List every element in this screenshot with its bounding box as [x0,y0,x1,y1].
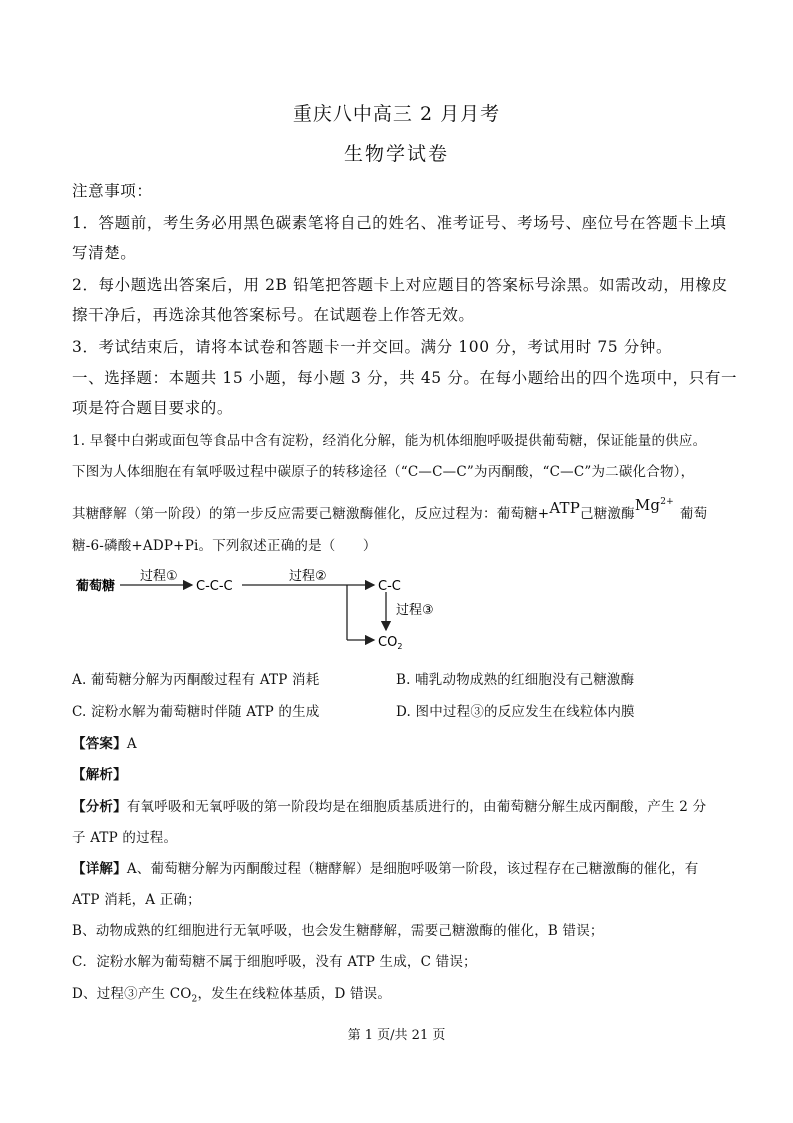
answer-line [72,732,137,752]
question-line1: 1. 早餐中白粥或面包等食品中含有淀粉，经消化分解，能为机体细胞呼吸提供葡萄糖，保证能量的供应。 [72,433,707,449]
xiangjie-label: 【详解】 [72,861,127,877]
reaction-mg [635,496,674,514]
section-heading-line2: 项是符合题目要求的。 [72,399,234,417]
question-line3-text: 其糖酵解（第一阶段）的第一步反应需要己糖激酶催化，反应过程为：葡萄糖+ [72,506,550,522]
diagram-step3-label: 过程③ [396,603,434,618]
reaction-atp: ATP [549,499,581,517]
reaction-enzyme: 己糖激酶 [580,506,635,522]
notice-heading: 注意事项： [72,182,153,200]
diagram-two-carbon: C-C [378,579,401,594]
co2-subscript: 2 [397,642,403,651]
answer-value: A [126,736,137,752]
notice-item-2-line1: 2．每小题选出答案后，用 2B 铅笔把答题卡上对应题目的答案标号涂黑。如需改动，用橡皮 [72,276,728,294]
question-line4: 糖-6-磷酸+ADP+Pi。下列叙述正确的是（ ） [72,538,377,554]
option-a: A. 葡萄糖分解为丙酮酸过程有 ATP 消耗 [72,672,320,688]
diagram-step1-label: 过程① [140,569,178,584]
page-subtitle: 生物学试卷 [343,143,449,165]
xiangjie-line1 [72,857,698,877]
fenxi-label: 【分析】 [72,799,127,815]
question-line2: 下图为人体细胞在有氧呼吸过程中碳原子的转移途径（“C—C—C”为丙酮酸，“C—C”为二碳化合物）， [72,464,695,480]
diagram-co2 [378,635,402,651]
notice-item-1-line1: 1．答题前，考生务必用黑色碳素笔将自己的姓名、准考证号、考场号、座位号在答题卡上填 [72,214,727,232]
xiangjie-text: A、葡萄糖分解为丙酮酸过程（糖酵解）是细胞呼吸第一阶段，该过程存在己糖激酶的催化，有 [126,861,699,877]
explain-d [72,982,391,1005]
notice-item-2-line2: 擦干净后，再选涂其他答案标号。在试题卷上作答无效。 [72,306,475,324]
question-line3 [72,496,708,522]
mg-symbol: Mg [634,496,661,514]
explain-d-text: D、过程③产生 CO [72,986,192,1002]
question-line3-end: 葡萄 [679,506,708,522]
option-d: D. 图中过程③的反应发生在线粒体内膜 [396,704,635,720]
notice-item-3-line1: 3．考试结束后，请将本试卷和答题卡一并交回。满分 100 分，考试用时 75 分钟。 [72,338,673,356]
carbon-transfer-diagram [72,562,452,654]
analysis-label: 【解析】 [72,767,127,783]
answer-label: 【答案】 [72,736,127,752]
xiangjie-line2: ATP 消耗，A 正确； [72,892,201,908]
explain-b: B、动物成熟的红细胞进行无氧呼吸，也会发生糖酵解，需要己糖激酶的催化，B 错误； [72,923,604,939]
diagram-glucose: 葡萄糖 [76,579,116,594]
explain-c: C．淀粉水解为葡萄糖不属于细胞呼吸，没有 ATP 生成，C 错误； [72,954,477,970]
explain-d-sub: 2 [191,994,198,1005]
explain-d-end: ，发生在线粒体基质，D 错误。 [197,986,392,1002]
section-heading-line1: 一、选择题：本题共 15 小题，每小题 3 分，共 45 分。在每小题给出的四个选项中，只有一 [72,369,738,387]
mg-charge: 2+ [660,497,674,507]
diagram-step2-label: 过程② [289,569,327,584]
option-c: C. 淀粉水解为葡萄糖时伴随 ATP 的生成 [72,704,320,720]
fenxi-text: 有氧呼吸和无氧呼吸的第一阶段均是在细胞质基质进行的，由葡萄糖分解生成丙酮酸，产生 2 分 [126,799,707,815]
page-title: 重庆八中高三 2 月月考 [292,103,501,125]
notice-item-1-line2: 写清楚。 [72,244,137,262]
co2-text: CO [378,635,398,650]
page-number: 第 1 页/共 21 页 [347,1028,446,1043]
option-b: B. 哺乳动物成熟的红细胞没有己糖激酶 [396,672,635,688]
diagram-pyruvate: C-C-C [196,579,233,594]
fenxi-line2: 子 ATP 的过程。 [72,830,178,846]
fenxi-line1 [72,795,706,815]
